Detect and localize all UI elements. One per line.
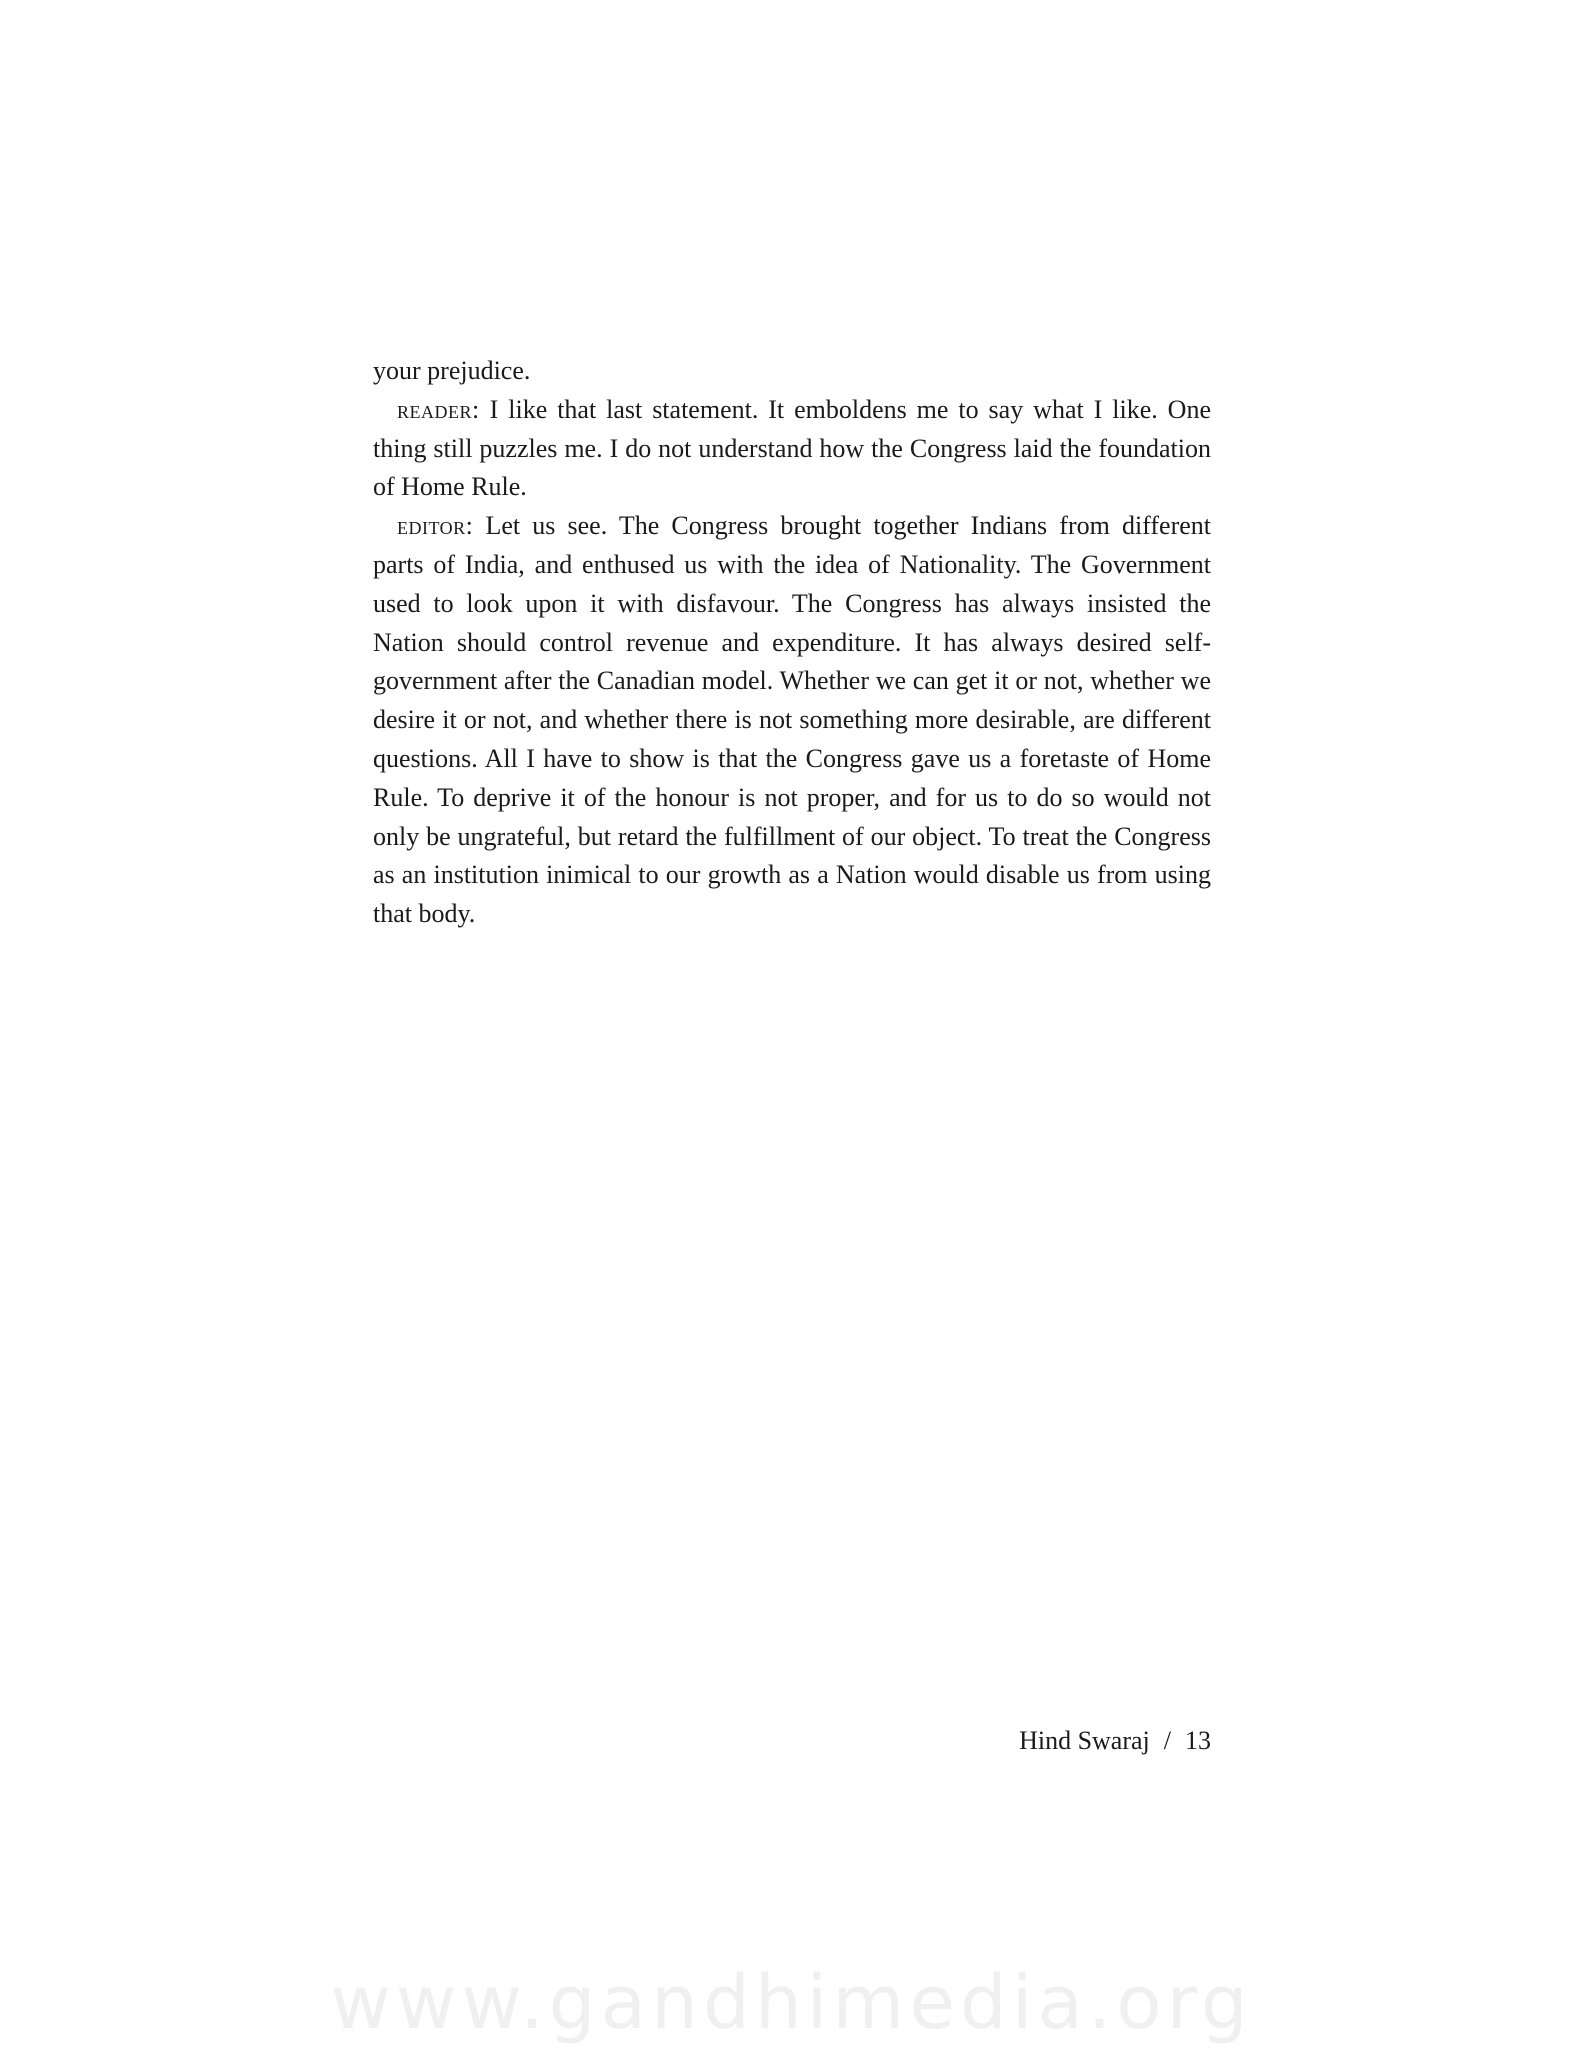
book-title: Hind Swaraj — [1019, 1726, 1150, 1755]
body-text — [373, 352, 1211, 934]
editor-paragraph-text: Let us see. The Congress brought together Indians from different parts of India, and enthused us with the idea of Nationality. The Government used to look upon it with disfavour. The Congress has always insisted the Nation should control revenue and expenditure. It has always desired self-government after the Canadian model. Whether we can get it or not, whether we desire it or not, and whether there is not something more desirable, are different questions. All I have to show is that the Congress gave us a foretaste of Home Rule. To deprive it of the honour is not proper, and for us to do so would not only be ungrateful, but retard the fulfillment of our object. To treat the Congress as an institution inimical to our growth as a Nation would disable us from using that body. — [373, 511, 1211, 929]
speaker-label-reader: reader: — [397, 394, 480, 424]
reader-paragraph-text: I like that last statement. It emboldens me to say what I like. One thing still puzzles me. I do not understand how the Congress laid the foundation of Home Rule. — [373, 394, 1211, 502]
editor-paragraph — [373, 507, 1211, 934]
reader-paragraph — [373, 391, 1211, 507]
running-footer — [1019, 1724, 1211, 1758]
footer-separator: / — [1163, 1726, 1171, 1755]
continuation-line: your prejudice. — [373, 356, 531, 385]
page-number: 13 — [1185, 1726, 1211, 1755]
watermark: www.gandhimedia.org — [330, 1960, 1253, 2046]
speaker-label-editor: editor: — [397, 511, 474, 541]
